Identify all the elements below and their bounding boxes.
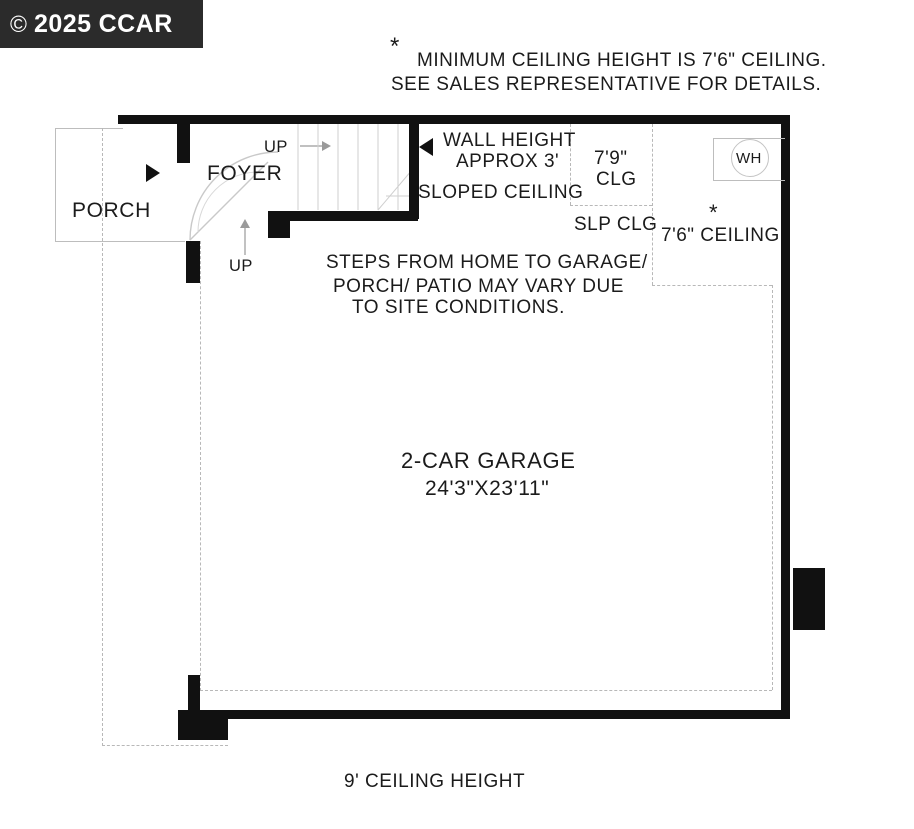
slp-clg-label: SLP CLG — [574, 214, 658, 235]
wall-height-line2: APPROX 3' — [456, 151, 560, 172]
ceiling-note-line1: MINIMUM CEILING HEIGHT IS 7'6" CEILING. — [417, 50, 827, 71]
wall-height-arrow-icon — [419, 138, 433, 156]
wall-right-pilaster — [793, 568, 825, 630]
foyer-label: FOYER — [207, 162, 283, 185]
water-heater-label: WH — [736, 150, 762, 167]
watermark-org: CCAR — [98, 9, 173, 38]
wall-foyer-lower-stub — [186, 241, 200, 283]
ceiling-76-label: 7'6" CEILING — [661, 225, 780, 246]
garage-inner-right-dashed — [772, 285, 773, 690]
wall-height-line1: WALL HEIGHT — [443, 130, 576, 151]
wall-foyer-left-jamb — [177, 115, 190, 163]
garage-name-label: 2-CAR GARAGE — [401, 448, 576, 473]
wall-foyer-bottom-return — [268, 211, 290, 238]
ceiling-note-line2: SEE SALES REPRESENTATIVE FOR DETAILS. — [391, 74, 822, 95]
porch-label: PORCH — [72, 199, 151, 222]
clg-79-line2: CLG — [596, 169, 637, 190]
porch-bottom-edge — [55, 241, 185, 242]
copyright-icon: © — [10, 10, 27, 37]
wall-foyer-bottom — [268, 211, 418, 221]
watermark-ccar — [0, 0, 203, 48]
steps-note-line1: STEPS FROM HOME TO GARAGE/ — [326, 252, 648, 273]
porch-entry-arrow-icon — [146, 164, 160, 182]
watermark-year: 2025 — [33, 9, 92, 38]
garage-ceiling-step-dashed — [652, 285, 772, 286]
wh-niche-left — [713, 138, 714, 180]
porch-top-edge — [55, 128, 123, 129]
porch-left-edge — [55, 128, 56, 242]
ceiling-note-star: * — [390, 33, 400, 60]
steps-note-line3: TO SITE CONDITIONS. — [352, 297, 565, 318]
wall-right-outer — [781, 115, 790, 719]
sloped-ceiling-label: SLOPED CEILING — [418, 182, 584, 203]
slab-bottom-dashed — [102, 745, 228, 746]
wh-niche-bottom — [713, 180, 785, 181]
garage-ceiling-step-vert-dashed — [652, 124, 653, 285]
up-stairs-label: UP — [264, 138, 288, 156]
steps-note-line2: PORCH/ PATIO MAY VARY DUE — [333, 276, 624, 297]
wall-bottom-left-block — [178, 710, 228, 740]
garage-inner-bottom-dashed — [200, 690, 772, 691]
wall-garage-left-jamb — [188, 675, 200, 725]
bottom-ceiling-note: 9' CEILING HEIGHT — [344, 771, 526, 792]
clg-79-line1: 7'9" — [594, 148, 628, 169]
wall-bottom-outer — [178, 710, 790, 719]
wall-top-main — [190, 115, 790, 124]
up-entry-label: UP — [229, 257, 253, 275]
ceiling-76-star: * — [709, 200, 718, 225]
garage-dims-label: 24'3"X23'11" — [425, 477, 550, 500]
garage-inner-left-dashed — [200, 241, 201, 691]
slp-clg-dashed — [570, 205, 652, 206]
wall-stair-right — [409, 124, 419, 219]
